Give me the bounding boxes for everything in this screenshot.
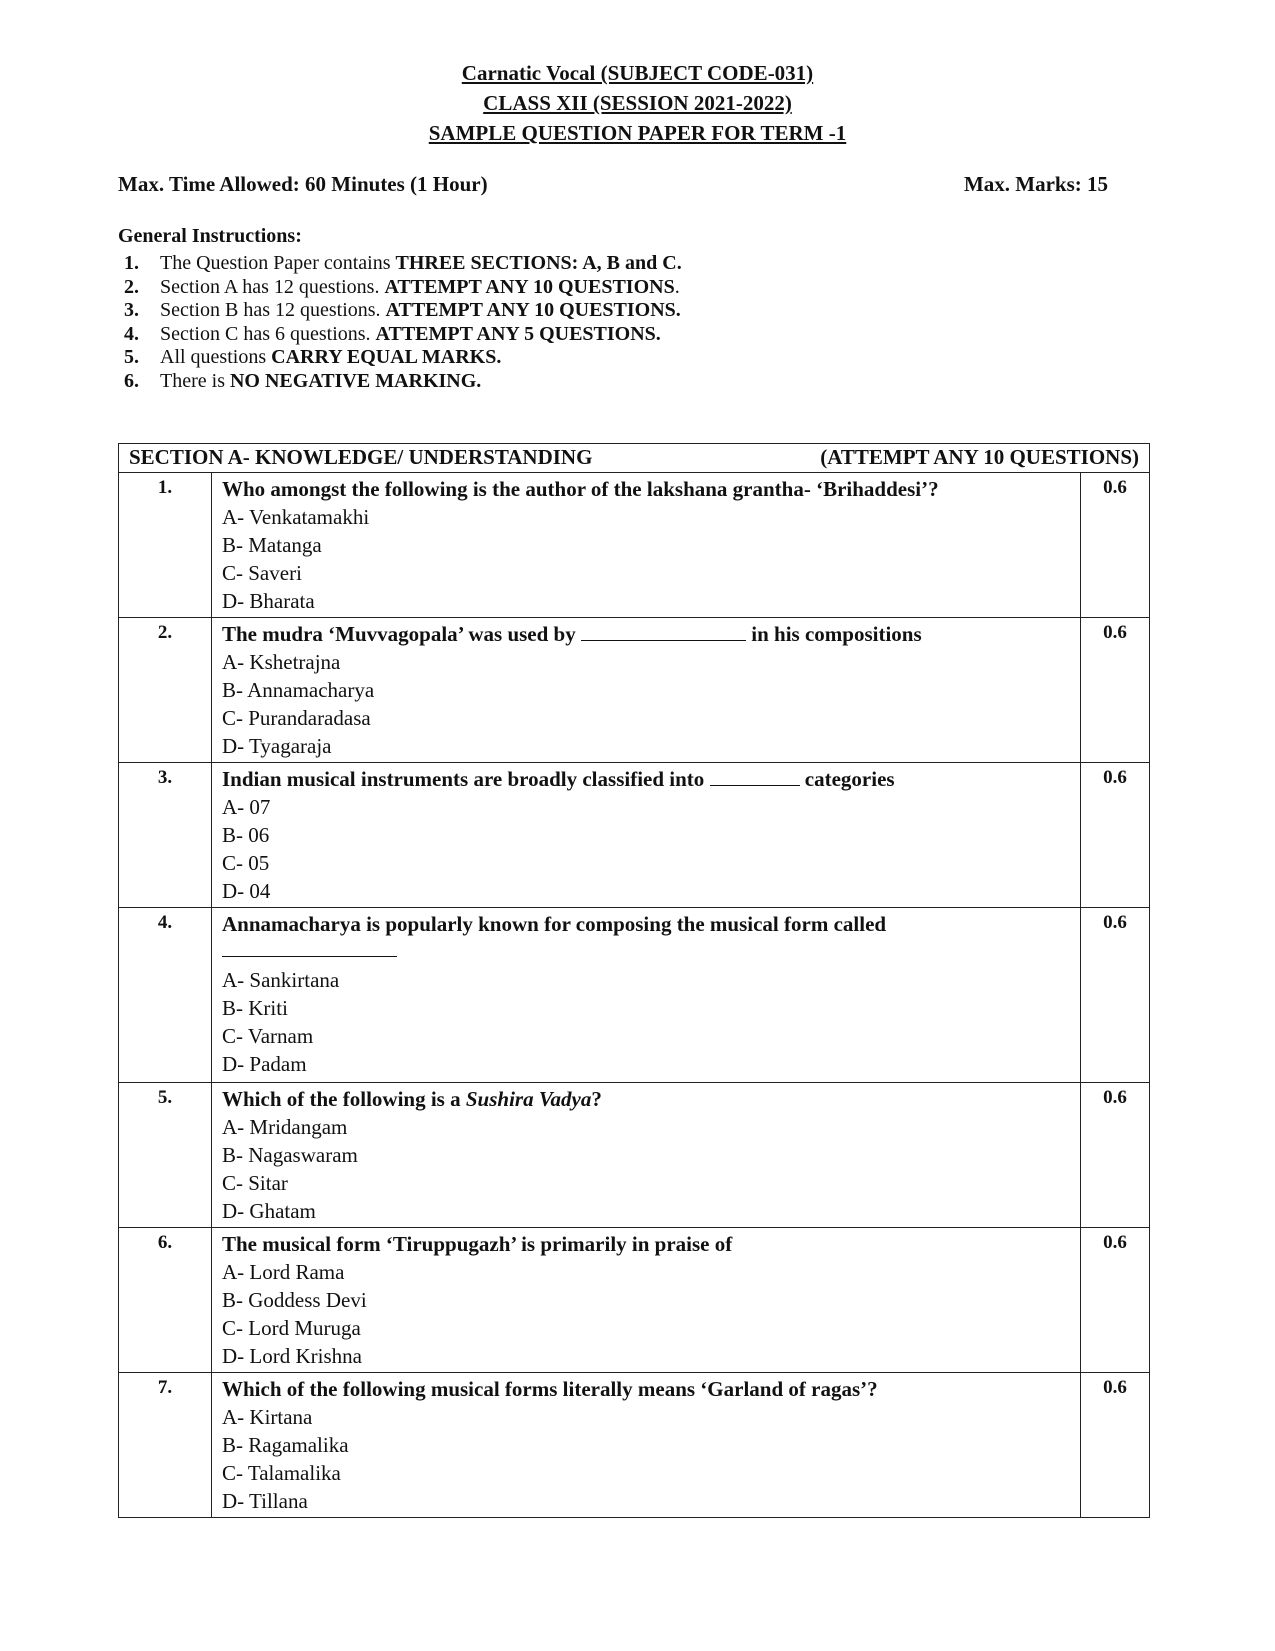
question-marks: 0.6 (1081, 618, 1150, 763)
question-number: 1. (119, 473, 212, 618)
option: D- Tyagaraja (222, 734, 332, 758)
question-text: Annamacharya is popularly known for composing the musical form called (222, 912, 887, 936)
option: D- Lord Krishna (222, 1344, 362, 1368)
answer-blank (710, 784, 800, 786)
question-row (119, 473, 1150, 618)
option: B- Nagaswaram (222, 1143, 358, 1167)
paper-type-title: SAMPLE QUESTION PAPER FOR TERM -1 (428, 121, 847, 145)
question-number: 4. (119, 908, 212, 1083)
question-number: 6. (119, 1228, 212, 1373)
question-text: Who amongst the following is the author of the lakshana grantha- ‘Brihaddesi’? (222, 477, 939, 501)
instructions-list (118, 252, 682, 394)
option: A- Mridangam (222, 1115, 348, 1139)
option: C- Varnam (222, 1024, 314, 1048)
paper-header (0, 58, 1275, 148)
option: D- Tillana (222, 1489, 308, 1513)
option: C- Purandaradasa (222, 706, 371, 730)
option: B- Kriti (222, 996, 288, 1020)
option: D- Padam (222, 1052, 307, 1076)
option: A- Lord Rama (222, 1260, 345, 1284)
option: B- Matanga (222, 533, 322, 557)
question-row (119, 908, 1150, 1083)
subject-title: Carnatic Vocal (SUBJECT CODE-031) (461, 61, 814, 85)
option: B- Annamacharya (222, 678, 375, 702)
option: D- Bharata (222, 589, 315, 613)
section-header-row (119, 444, 1150, 473)
option: C- Talamalika (222, 1461, 341, 1485)
question-number: 3. (119, 763, 212, 908)
section-attempt: (ATTEMPT ANY 10 QUESTIONS) (820, 445, 1139, 469)
section-title: SECTION A- KNOWLEDGE/ UNDERSTANDING (129, 445, 593, 469)
instruction-item: 6. There is NO NEGATIVE MARKING. (124, 369, 482, 392)
option: C- Sitar (222, 1171, 288, 1195)
option: B- Goddess Devi (222, 1288, 367, 1312)
question-row (119, 763, 1150, 908)
question-text: The musical form ‘Tiruppugazh’ is primarily in praise of (222, 1232, 733, 1256)
question-marks: 0.6 (1081, 908, 1150, 1083)
option: C- 05 (222, 851, 270, 875)
option: C- Saveri (222, 561, 302, 585)
question-row (119, 1083, 1150, 1228)
instruction-item: 1. The Question Paper contains THREE SECTIONS: A, B and C. (124, 252, 682, 274)
question-row (119, 1228, 1150, 1373)
exam-meta (118, 172, 1108, 197)
question-marks: 0.6 (1081, 1228, 1150, 1373)
option: C- Lord Muruga (222, 1316, 361, 1340)
question-text: Indian musical instruments are broadly classified into categories (222, 767, 895, 791)
option: A- Kirtana (222, 1405, 313, 1429)
instruction-item: 3. Section B has 12 questions. ATTEMPT ANY 10 QUESTIONS. (124, 299, 681, 322)
question-marks: 0.6 (1081, 1083, 1150, 1228)
answer-blank (222, 955, 397, 957)
question-number: 7. (119, 1373, 212, 1518)
question-marks: 0.6 (1081, 473, 1150, 618)
max-marks: Max. Marks: 15 (963, 172, 1108, 196)
option: A- 07 (222, 795, 271, 819)
question-marks: 0.6 (1081, 763, 1150, 908)
question-marks: 0.6 (1081, 1373, 1150, 1518)
questions-table (118, 443, 1150, 1518)
class-session-title: CLASS XII (SESSION 2021-2022) (483, 91, 792, 115)
option: A- Sankirtana (222, 968, 340, 992)
question-text: Which of the following is a Sushira Vadya? (222, 1087, 602, 1111)
max-time: Max. Time Allowed: 60 Minutes (1 Hour) (118, 172, 488, 196)
option: A- Kshetrajna (222, 650, 341, 674)
question-text: The mudra ‘Muvvagopala’ was used by in his compositions (222, 622, 922, 646)
instruction-item: 5. All questions CARRY EQUAL MARKS. (124, 346, 502, 369)
question-row (119, 1373, 1150, 1518)
instructions-heading: General Instructions: (118, 225, 302, 247)
option: A- Venkatamakhi (222, 505, 370, 529)
question-text: Which of the following musical forms literally means ‘Garland of ragas’? (222, 1377, 878, 1401)
option: D- 04 (222, 879, 271, 903)
option: D- Ghatam (222, 1199, 316, 1223)
question-number: 2. (119, 618, 212, 763)
option: B- 06 (222, 823, 270, 847)
question-row (119, 618, 1150, 763)
instruction-item: 2. Section A has 12 questions. ATTEMPT ANY 10 QUESTIONS. (124, 275, 680, 298)
answer-blank (581, 639, 746, 641)
question-number: 5. (119, 1083, 212, 1228)
option: B- Ragamalika (222, 1433, 349, 1457)
instruction-item: 4. Section C has 6 questions. ATTEMPT ANY 5 QUESTIONS. (124, 322, 661, 345)
